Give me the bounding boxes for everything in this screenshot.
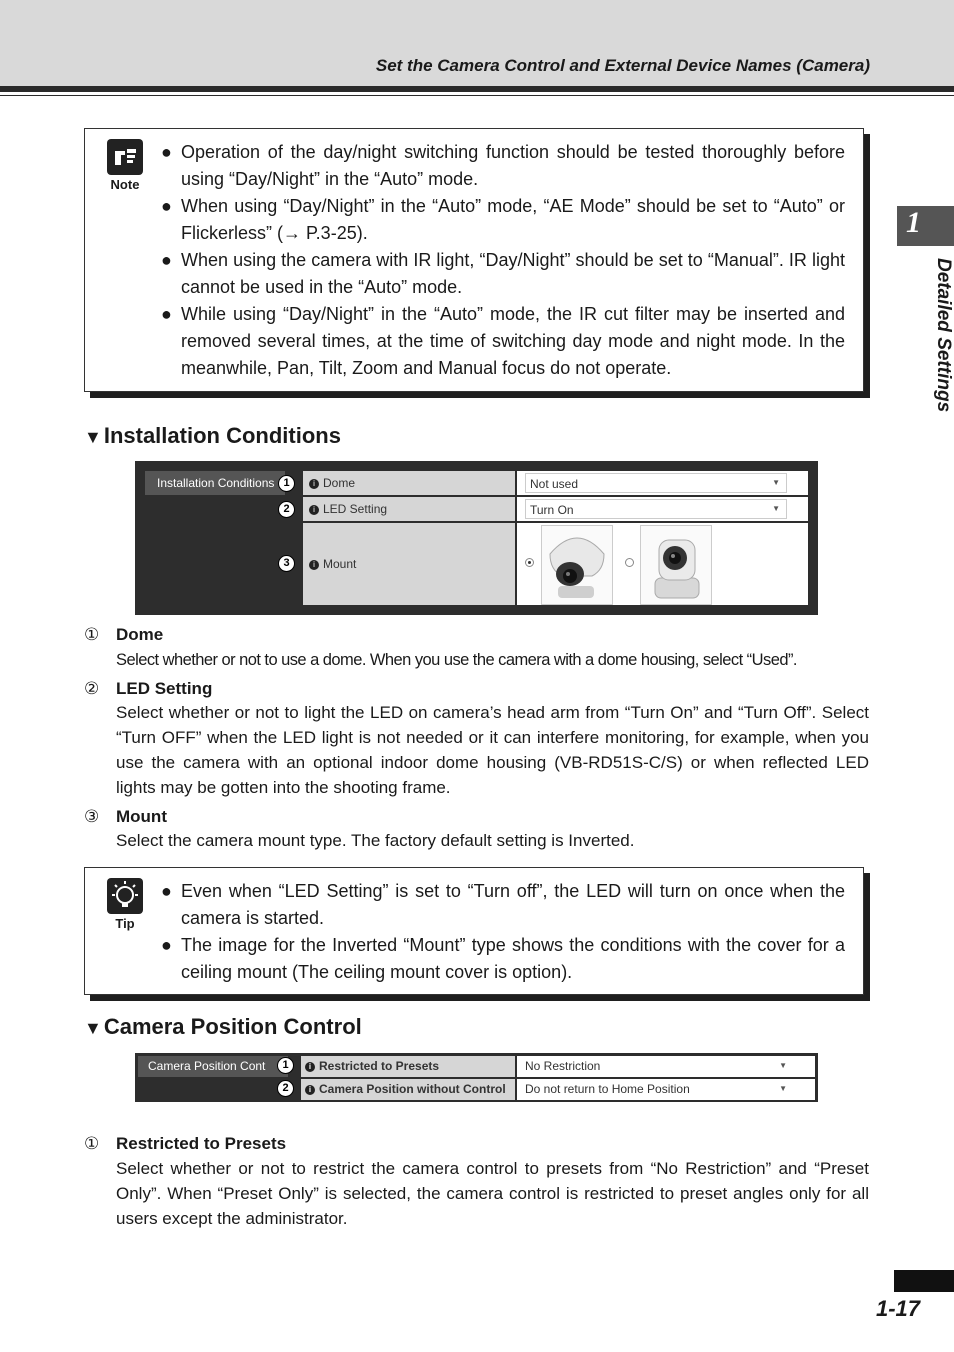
mount-value-cell	[517, 523, 808, 605]
led-select[interactable]	[525, 499, 787, 519]
mount-label: Mount	[323, 557, 357, 571]
note-item-text: When using “Day/Night” in the “Auto” mode, “AE Mode” should be set to “Auto” or Flickerless” (→ P.3-25).	[181, 196, 845, 243]
chevron-down-icon: ▼	[772, 504, 780, 513]
section-label-text: Installation Conditions	[157, 476, 275, 490]
chevron-down-icon: ▼	[779, 1084, 787, 1093]
note-icon-label: Note	[110, 177, 140, 192]
callout-2: 2	[277, 1080, 294, 1097]
led-select-value: Turn On	[530, 503, 574, 517]
header-rule	[0, 86, 954, 92]
section-label-text: Camera Position Cont	[148, 1059, 266, 1073]
info-icon: i	[309, 505, 319, 515]
restricted-value-cell	[517, 1056, 815, 1077]
chevron-down-icon: ▼	[772, 478, 780, 487]
item-title-dome: Dome	[116, 625, 164, 644]
camera-position-heading-text: Camera Position Control	[103, 1014, 362, 1039]
info-icon: i	[305, 1062, 315, 1072]
section-label	[138, 1056, 288, 1077]
position-select[interactable]	[521, 1080, 793, 1099]
section-label	[145, 471, 285, 495]
dome-select[interactable]	[525, 473, 787, 493]
triangle-icon: ▼	[84, 427, 102, 447]
header-title: Set the Camera Control and External Device Names (Camera)	[375, 56, 870, 75]
dome-label-cell	[303, 471, 515, 495]
item-desc-mount: Select the camera mount type. The factory default setting is Inverted.	[116, 831, 635, 850]
led-label-cell	[303, 497, 515, 521]
item-desc-restricted: Select whether or not to restrict the camera control to presets from “No Restriction” and “Preset Only”. When “Preset Only” is selected, the camera control is restricted to preset angles only for all users except the administrator.	[116, 1159, 869, 1228]
item-title-led: LED Setting	[116, 679, 213, 698]
mount-radio-inverted[interactable]	[525, 558, 534, 567]
led-value-cell	[517, 497, 808, 521]
note-list	[161, 139, 845, 382]
chevron-down-icon: ▼	[779, 1061, 787, 1070]
mount-label-row	[309, 557, 515, 571]
note-item-text: When using the camera with IR light, “Day/Night” should be set to “Manual”. IR light cannot be used in the “Auto” mode.	[181, 250, 845, 297]
upright-mount-camera-image	[640, 525, 712, 605]
tip-item: ● The image for the Inverted “Mount” type shows the conditions with the cover for a ceiling mount (The ceiling mount cover is option).	[161, 935, 845, 982]
triangle-icon: ▼	[84, 1018, 102, 1038]
item-title-mount: Mount	[116, 807, 167, 826]
installation-heading-text: Installation Conditions	[103, 423, 341, 448]
tip-item: ● Even when “LED Setting” is set to “Turn off”, the LED will turn on once when the camera is started.	[161, 881, 845, 928]
callout-2: 2	[278, 501, 295, 518]
item-number: ③	[84, 807, 100, 826]
tip-list	[161, 878, 845, 986]
item-number: ①	[84, 625, 100, 644]
note-box	[84, 128, 864, 392]
dome-value-cell	[517, 471, 808, 495]
item-title-restricted: Restricted to Presets	[116, 1134, 287, 1153]
page-number: 1-17	[875, 1296, 920, 1321]
mount-label-cell	[303, 523, 515, 605]
inverted-mount-camera-image	[541, 525, 613, 605]
note-item: ● When using “Day/Night” in the “Auto” mode, “AE Mode” should be set to “Auto” or Flickerless” (→ P.3-25).	[161, 196, 845, 243]
callout-3: 3	[278, 555, 295, 572]
tip-icon-group	[105, 878, 145, 931]
info-icon: i	[309, 560, 319, 570]
position-label-cell	[301, 1079, 515, 1100]
item-desc-led: Select whether or not to light the LED on camera’s head arm from “Turn On” and “Turn Off”. Select “Turn OFF” when the LED light is not needed or it can interfere monitoring, for example, when you use the camera with an optional indoor dome housing (VB-RD51S-C/S) or when reflected LED lights may be gotten into the shooting frame.	[116, 703, 869, 797]
chapter-number: 1	[906, 206, 921, 239]
dome-label: Dome	[323, 476, 356, 490]
camera-position-panel	[135, 1053, 818, 1102]
info-icon: i	[309, 479, 319, 489]
header-rule-thin	[0, 95, 954, 96]
led-label: LED Setting	[323, 502, 388, 516]
tip-item-text: The image for the Inverted “Mount” type shows the conditions with the cover for a ceiling mount (The ceiling mount cover is option).	[181, 935, 845, 982]
callout-1: 1	[278, 475, 295, 492]
restricted-select-value: No Restriction	[525, 1059, 601, 1073]
item-desc-dome: Select whether or not to use a dome. When you use the camera with a dome housing, select “Used”.	[116, 651, 797, 669]
note-item: ● Operation of the day/night switching function should be tested thoroughly before using “Day/Night” in the “Auto” mode.	[161, 142, 845, 189]
restricted-select[interactable]	[521, 1057, 793, 1076]
mount-radio-upright[interactable]	[625, 558, 634, 567]
note-icon	[107, 139, 143, 175]
installation-panel	[135, 461, 818, 615]
tip-box	[84, 867, 864, 995]
note-item: ● When using the camera with IR light, “Day/Night” should be set to “Manual”. IR light cannot be used in the “Auto” mode.	[161, 250, 845, 297]
camera-position-heading	[84, 1014, 362, 1040]
lightbulb-icon	[107, 878, 143, 914]
chapter-label: Detailed Settings	[933, 258, 954, 413]
position-label: Camera Position without Control	[319, 1082, 506, 1096]
info-icon: i	[305, 1085, 315, 1095]
page-tab-marker	[894, 1270, 954, 1292]
restricted-label: Restricted to Presets	[319, 1059, 440, 1073]
dome-select-value: Not used	[530, 477, 579, 491]
position-select-value: Do not return to Home Position	[525, 1082, 690, 1096]
note-item: ● While using “Day/Night” in the “Auto” mode, the IR cut filter may be inserted and removed several times, at the time of switching day mode and night mode. In the meanwhile, Pan, Tilt, Zoom and Manual focus do not operate.	[161, 304, 845, 378]
tip-icon-label: Tip	[115, 916, 135, 931]
position-value-cell	[517, 1079, 815, 1100]
installation-heading	[84, 423, 341, 449]
restricted-label-cell	[301, 1056, 515, 1077]
item-number: ②	[84, 679, 100, 698]
tip-item-text: Even when “LED Setting” is set to “Turn off”, the LED will turn on once when the camera is started.	[181, 881, 845, 928]
callout-1: 1	[277, 1057, 294, 1074]
note-item-text: Operation of the day/night switching function should be tested thoroughly before using “Day/Night” in the “Auto” mode.	[181, 142, 845, 189]
item-number: ①	[84, 1134, 100, 1153]
note-icon-group	[105, 139, 145, 192]
note-item-text: While using “Day/Night” in the “Auto” mode, the IR cut filter may be inserted and removed several times, at the time of switching day mode and night mode. In the meanwhile, Pan, Tilt, Zoom and Manual focus do not operate.	[181, 304, 845, 378]
